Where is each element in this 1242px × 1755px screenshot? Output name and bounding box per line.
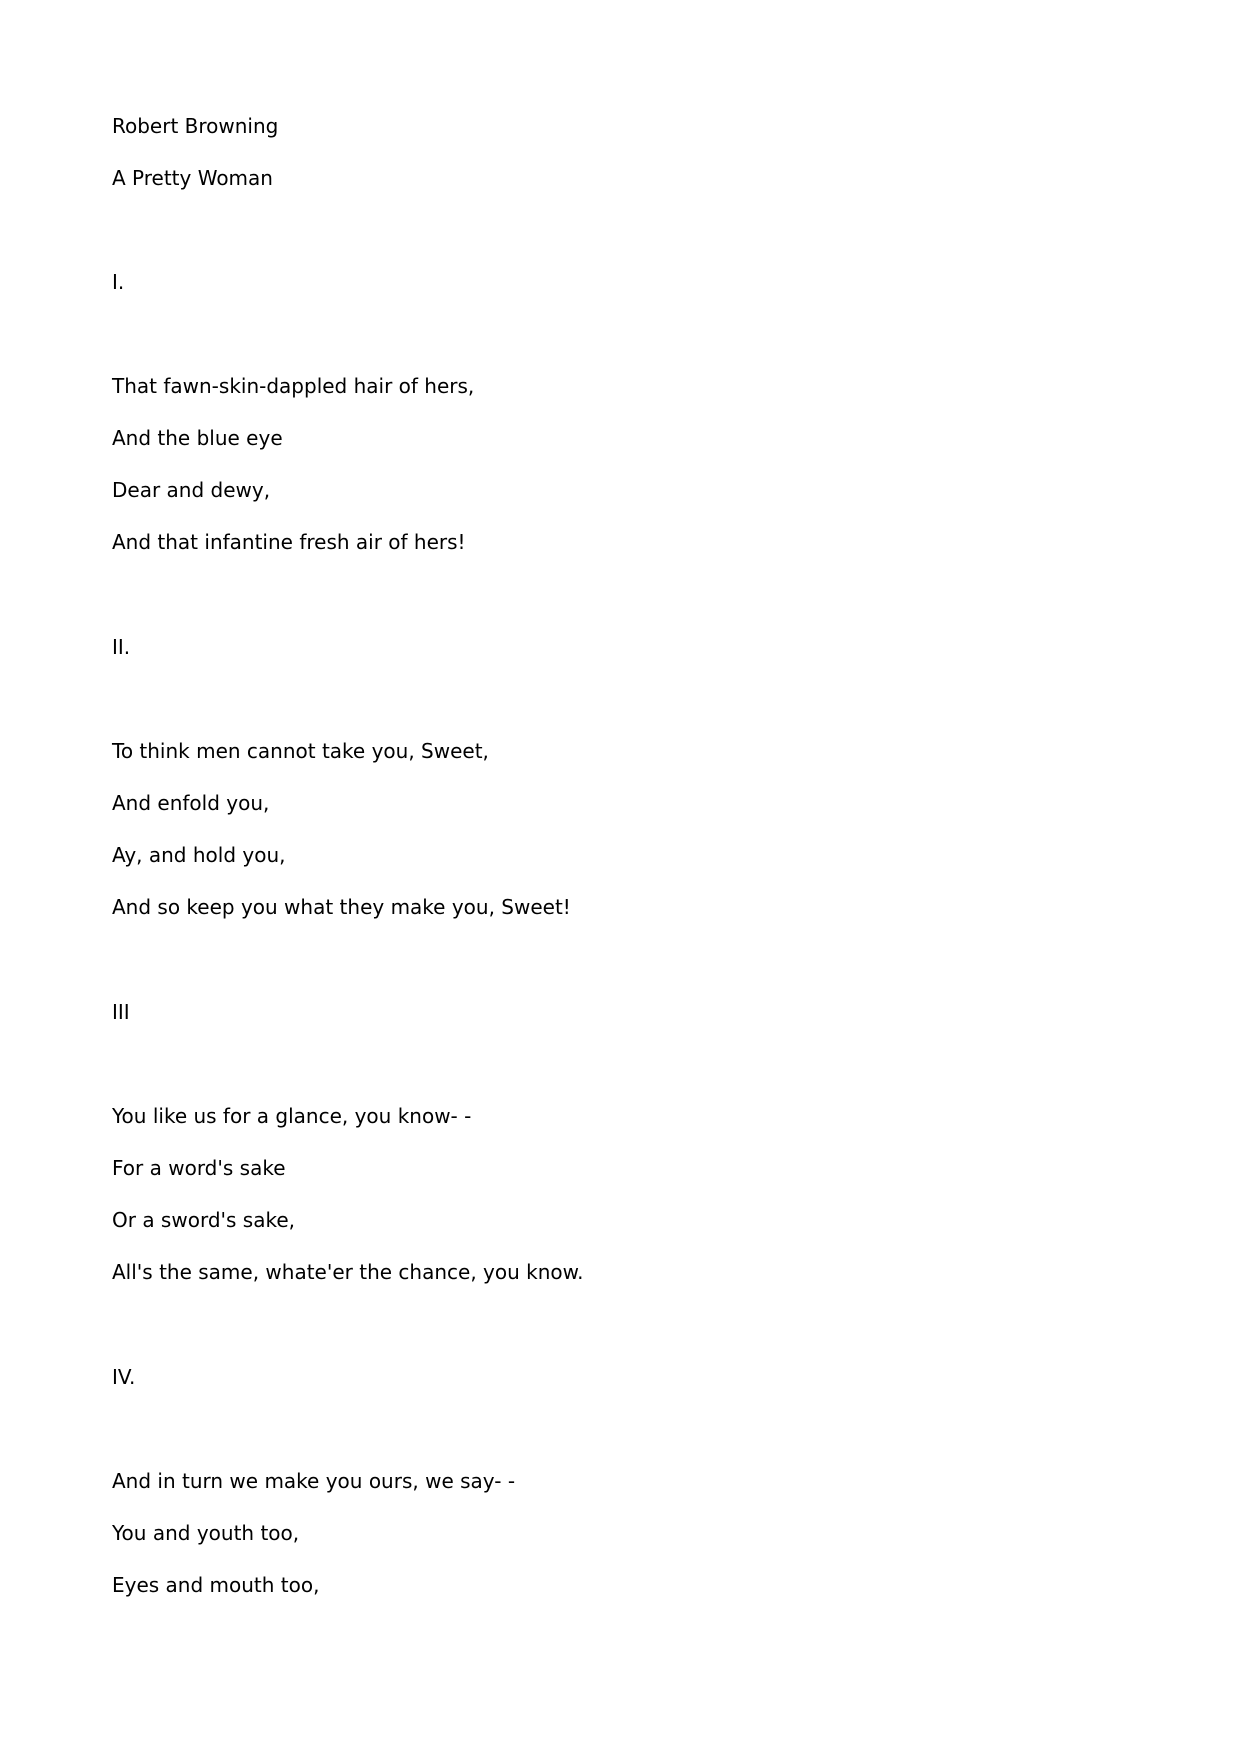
poem-line: And the blue eye (112, 426, 283, 450)
stanza-numeral: IV. (112, 1365, 136, 1389)
poem-line: You and youth too, (112, 1521, 300, 1545)
poem-line: And enfold you, (112, 791, 270, 815)
poem-line: And in turn we make you ours, we say- - (112, 1469, 516, 1493)
poem-line: All's the same, whate'er the chance, you know. (112, 1260, 584, 1284)
poem-line: And so keep you what they make you, Sweet! (112, 895, 571, 919)
poem-line: For a word's sake (112, 1156, 286, 1180)
author-name: Robert Browning (112, 114, 279, 138)
stanza-numeral: II. (112, 635, 131, 659)
poem-line: Or a sword's sake, (112, 1208, 295, 1232)
stanza-numeral: I. (112, 270, 125, 294)
poem-line: Dear and dewy, (112, 478, 271, 502)
poem-line: That fawn-skin-dappled hair of hers, (112, 374, 475, 398)
poem-line: Ay, and hold you, (112, 843, 286, 867)
poem-line: To think men cannot take you, Sweet, (112, 739, 489, 763)
poem-line: Eyes and mouth too, (112, 1573, 320, 1597)
poem-line: And that infantine fresh air of hers! (112, 530, 466, 554)
poem-line: You like us for a glance, you know- - (112, 1104, 472, 1128)
poem-title: A Pretty Woman (112, 166, 273, 190)
stanza-numeral: III (112, 1000, 130, 1024)
